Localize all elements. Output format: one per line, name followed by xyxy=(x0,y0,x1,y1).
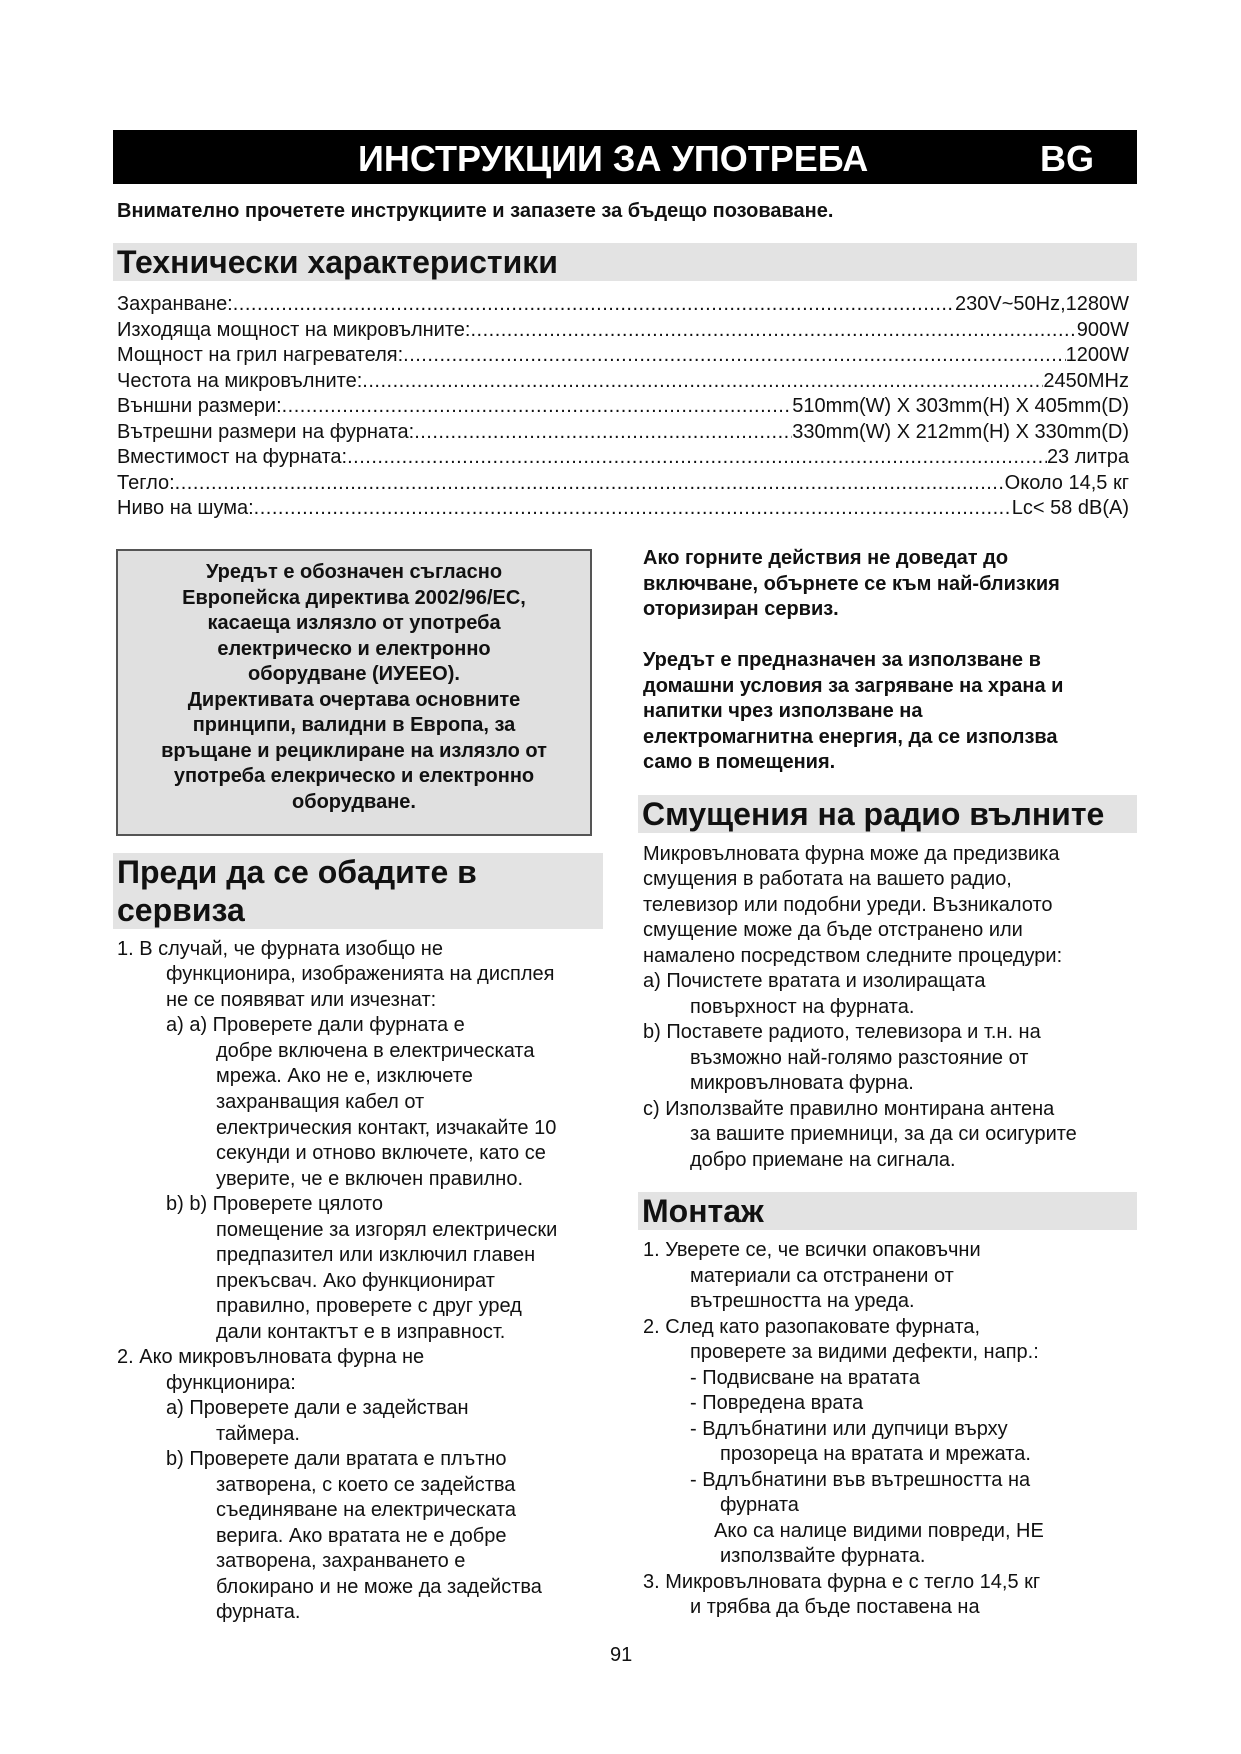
specs-heading: Технически характеристики xyxy=(117,244,558,280)
spec-row: Изходяща мощност на микровълните: ..... 900W xyxy=(117,318,1129,344)
install-heading: Монтаж xyxy=(642,1193,764,1229)
install-heading-bar xyxy=(638,1192,1137,1230)
page-number: 91 xyxy=(610,1644,633,1666)
spec-row: Честота на микровълните: ..... 2450MHz xyxy=(117,369,1129,395)
radio-heading-bar xyxy=(638,795,1137,833)
spec-row: Вътрешни размери на фурната: ..... 330mm(W) X 212mm(H) X 330mm(D) xyxy=(117,420,1129,446)
spec-row: Тегло: ..... Около 14,5 кг xyxy=(117,471,1129,497)
page-title: ИНСТРУКЦИИ ЗА УПОТРЕБА xyxy=(358,138,869,179)
spec-row: Захранване: ..... 230V~50Hz,1280W xyxy=(117,292,1129,318)
service-heading-bar xyxy=(113,853,603,929)
spec-row: Външни размери: ..... 510mm(W) X 303mm(H) X 405mm(D) xyxy=(117,394,1129,420)
spec-row: Мощност на грил нагревателя: ..... 1200W xyxy=(117,343,1129,369)
specs-heading-bar xyxy=(113,243,1137,281)
title-banner xyxy=(113,130,1137,184)
specs-table xyxy=(117,292,1129,522)
intended-use-paragraph: Уредът е предназначен за използване в домашни условия за загряване на храна и напитки чрез използване на електромагнитна енергия, да се използва само в помещения. xyxy=(643,649,1064,773)
weee-notice-box: Уредът е обозначен съгласно Европейска директива 2002/96/EC, касаеща излязло от употреба електрическо и електронно оборудване (ИУЕЕО). Директивата очертава основните принципи, валидни в Европа, за връщане и рециклиране на излязло от употреба елекрическо и електронно оборудване. xyxy=(116,549,592,836)
spec-row: Ниво на шума: ..... Lc< 58 dB(A) xyxy=(117,496,1129,522)
intro-note: Внимателно прочетете инструкциите и запазете за бъдещо позоваване. xyxy=(117,200,834,222)
spec-row: Вместимост на фурната: ..... 23 литра xyxy=(117,445,1129,471)
radio-heading: Смущения на радио вълните xyxy=(642,796,1105,832)
service-heading: Преди да се обадите в сервиза xyxy=(117,854,477,928)
language-code: BG xyxy=(1040,138,1094,179)
service-advice-paragraph: Ако горните действия не доведат до включване, обърнете се към най-близкия оторизиран сервиз. xyxy=(643,547,1060,620)
